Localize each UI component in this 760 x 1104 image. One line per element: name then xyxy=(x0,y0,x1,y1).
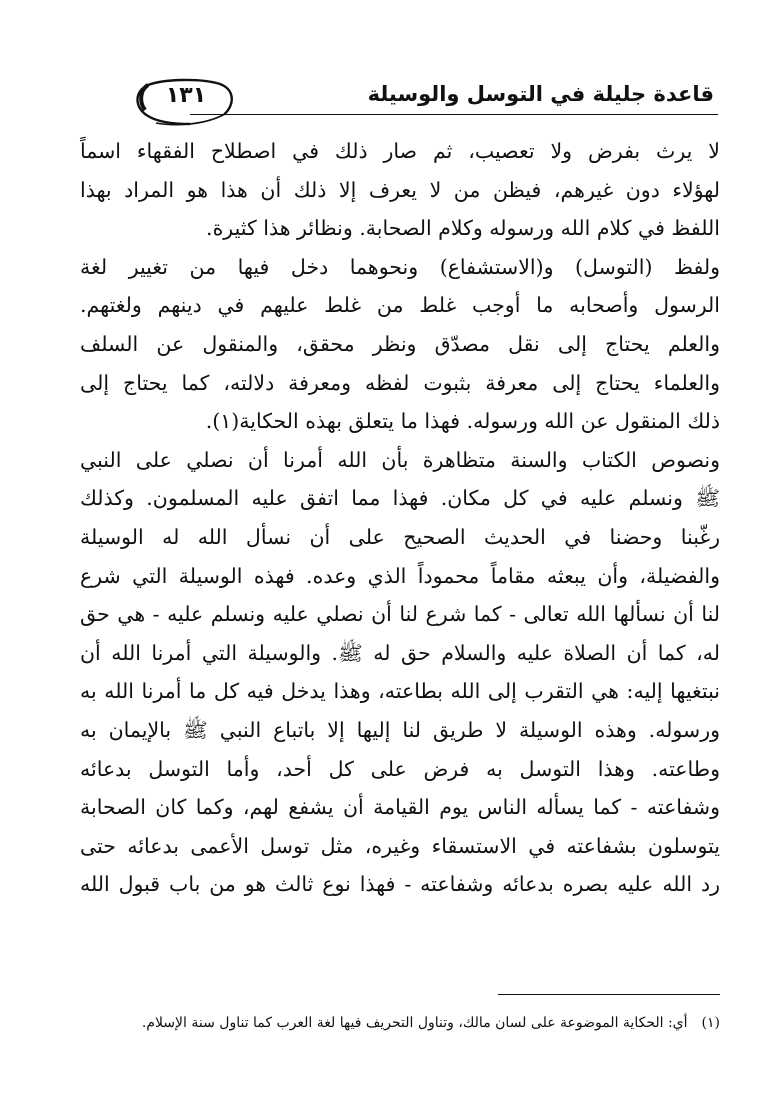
text-line: وطاعته. وهذا التوسل به فرض على كل أحد، وأما التوسل بدعائه xyxy=(80,756,720,781)
text-line: له، كما أن الصلاة عليه والسلام حق له ﷺ. والوسيلة التي أمرنا الله أن xyxy=(80,640,720,665)
text-line: وشفاعته - كما يسأله الناس يوم القيامة أن يشفع لهم، وكما كان الصحابة xyxy=(80,795,720,820)
text-line: ﷺ ونسلم عليه في كل مكان. فهذا مما اتفق عليه المسلمون. وكذلك xyxy=(80,486,720,511)
text-line: الرسول وأصحابه ما أوجب غلط من غلط عليهم في دينهم ولغتهم. xyxy=(80,293,720,318)
page-header xyxy=(78,70,718,126)
text-line: ورسوله. وهذه الوسيلة لا طريق لنا إليها إلا باتباع النبي ﷺ بالإيمان به xyxy=(80,717,720,742)
running-title: قاعدة جليلة في التوسل والوسيلة xyxy=(367,82,714,106)
page-number: ١٣١ xyxy=(165,83,207,108)
text-line: ذلك المنقول عن الله ورسوله. فهذا ما يتعلق بهذه الحكاية(١). xyxy=(205,409,720,434)
text-line: والعلم يحتاج إلى نقل مصدّق ونظر محقق، والمنقول عن السلف xyxy=(80,331,720,356)
text-line: يتوسلون بشفاعته في الاستسقاء وغيره، مثل توسل الأعمى بدعائه حتى xyxy=(80,833,720,858)
footnote-rule xyxy=(498,994,720,995)
text-line: ولفظ (التوسل) و(الاستشفاع) ونحوهما دخل فيها من تغيير لغة xyxy=(80,254,720,279)
page-number-badge xyxy=(112,76,262,128)
text-line: لهؤلاء دون غيرهم، فيظن من لا يعرف إلا ذلك أن هذا هو المراد بهذا xyxy=(80,177,720,202)
text-line: رد الله عليه بصره بدعائه وشفاعته - فهذا نوع ثالث هو من باب قبول الله xyxy=(80,872,720,897)
text-line: ونصوص الكتاب والسنة متظاهرة بأن الله أمرنا أن نصلي على النبي xyxy=(80,447,720,472)
text-line: والعلماء يحتاج إلى معرفة بثبوت لفظه ومعرفة دلالته، كما يحتاج إلى xyxy=(80,370,720,395)
text-line: لنا أن نسألها الله تعالى - كما شرع لنا أن نصلي عليه ونسلم عليه - هي حق xyxy=(80,602,720,627)
text-line: اللفظ في كلام الله ورسوله وكلام الصحابة. ونظائر هذا كثيرة. xyxy=(206,216,720,241)
footnote-marker: (١) xyxy=(701,1015,720,1031)
text-line: نبتغيها إليه: هي التقرب إلى الله بطاعته، وهذا يدخل فيه كل ما أمرنا الله به xyxy=(80,679,720,704)
footnote-text: أي: الحكاية الموضوعة على لسان مالك، وتناول التحريف فيها لغة العرب كما تناول سنة الإسلام. xyxy=(141,1015,688,1031)
text-line: لا يرث بفرض ولا تعصيب، ثم صار ذلك في اصطلاح الفقهاء اسماً xyxy=(80,139,720,163)
main-text xyxy=(80,132,720,904)
header-rule xyxy=(190,114,718,115)
text-line: والفضيلة، وأن يبعثه مقاماً محموداً الذي وعده. فهذه الوسيلة التي شرع xyxy=(80,563,720,588)
text-line: رغّبنا وحضنا في الحديث الصحيح على أن نسأل الله له الوسيلة xyxy=(80,524,720,549)
footnote xyxy=(80,1012,720,1034)
